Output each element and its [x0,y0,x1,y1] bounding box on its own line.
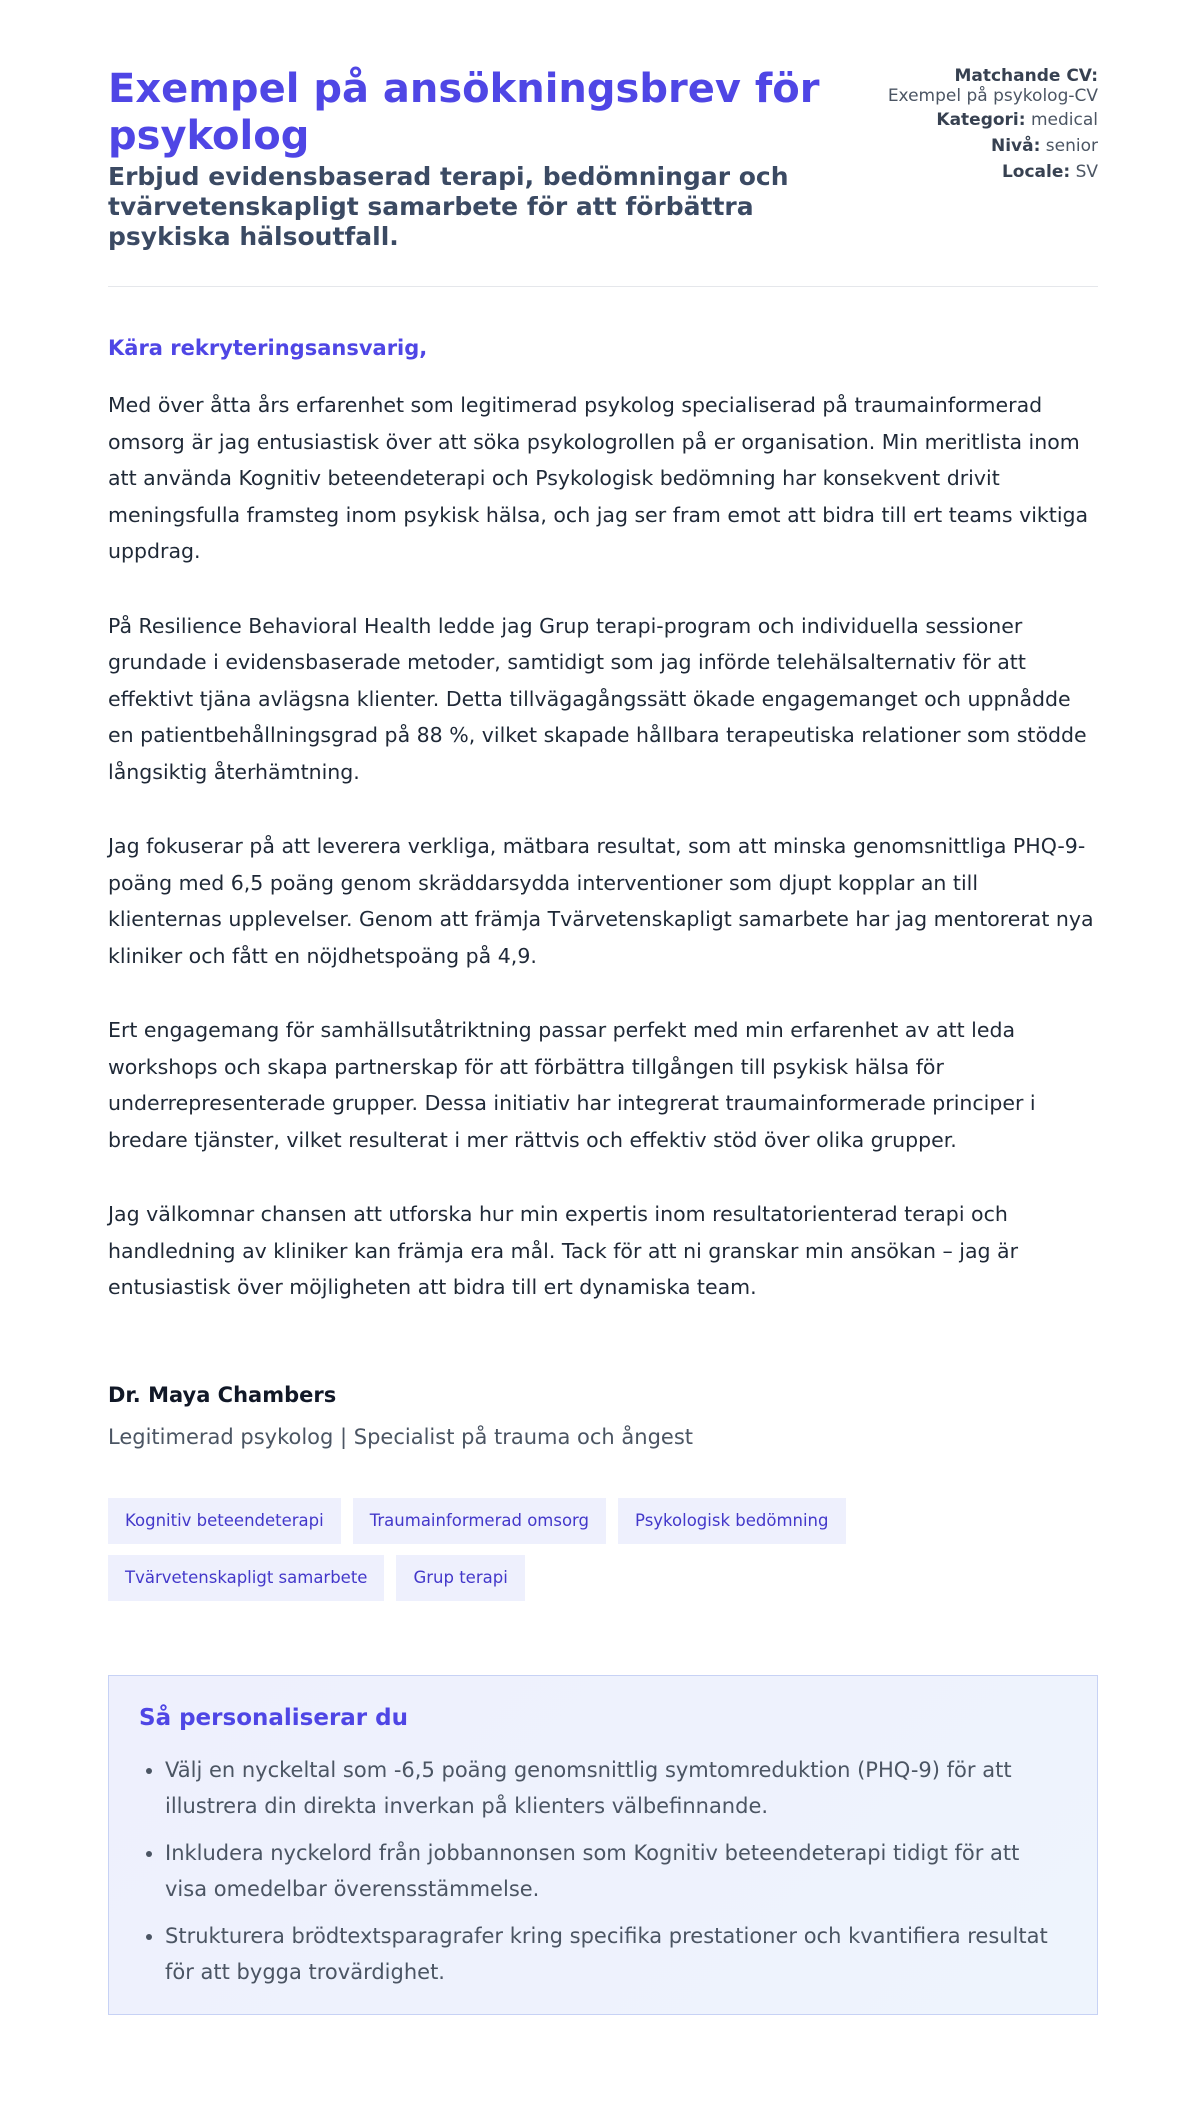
skill-tag: Kognitiv beteendeterapi [108,1498,341,1544]
letter-container [108,66,1098,2015]
meta-locale-label: Locale: [1001,162,1071,182]
meta-level [868,136,1098,156]
meta-cv-link[interactable]: Exempel på psykolog-CV [887,86,1098,106]
skill-tag: Traumainformerad omsorg [353,1498,606,1544]
meta-locale [868,162,1098,182]
tips-item: • Strukturera brödtextsparagrafer kring specifika prestationer och kvantifiera resultat för att bygga trovärdighet. [165,1918,1067,1990]
personalization-tips [108,1675,1098,2015]
meta-cv [868,66,1098,106]
tips-list [139,1752,1067,1990]
letter-paragraph: Jag välkomnar chansen att utforska hur min expertis inom resultatorienterad terapi och handledning av kliniker kan främja era mål. Tack för att ni granskar min ansökan – jag är entusiastisk över möjligheten att bidra till ert dynamiska team. [108,1202,1019,1299]
header [108,66,1098,252]
meta-category-value: medical [1030,110,1098,130]
skill-tag: Grup terapi [396,1555,524,1601]
letter-paragraph: På Resilience Behavioral Health ledde jag Grup terapi-program och individuella sessioner grundade i evidensbaserade metoder, samtidigt som jag införde telehälsalternativ för att effektivt tjäna avlägsna klienter. Detta tillvägagångssätt ökade engagemanget och uppnådde en patientbehållningsgrad på 88 %, vilket skapade hållbara terapeutiska relationer som stödde långsiktig återhämtning. [108,613,1087,784]
header-divider [108,286,1098,287]
tips-item: • Välj en nyckeltal som -6,5 poäng genomsnittlig symtomreduktion (PHQ-9) för att illustrera din direkta inverkan på klienters välbefinnande. [165,1752,1067,1824]
meta-level-label: Nivå: [990,136,1041,156]
title-block [108,66,868,252]
page-title: Exempel på ansökningsbrev för psykolog [108,66,820,159]
meta-level-value: senior [1045,136,1098,156]
meta-category-label: Kategori: [936,110,1026,130]
tips-heading: Så personaliserar du [139,1704,408,1731]
meta-cv-label: Matchande CV: [954,66,1098,86]
skill-tags [108,1498,908,1601]
letter-paragraph: Jag fokuserar på att leverera verkliga, mätbara resultat, som att minska genomsnittliga PHQ-9-poäng med 6,5 poäng genom skräddarsydda interventioner som djupt kopplar an till klienternas upplevelser. Genom att främja Tvärvetenskapligt samarbete har jag mentorerat nya kliniker och fått en nöjdhetspoäng på 4,9. [108,834,1094,968]
page-subtitle: Erbjud evidensbaserad terapi, bedömningar och tvärvetenskapligt samarbete för att förbättra psykiska hälsoutfall. [108,162,789,251]
signer-title: Legitimerad psykolog | Specialist på trauma och ångest [108,1424,694,1449]
tips-item: • Inkludera nyckelord från jobbannonsen som Kognitiv beteendeterapi tidigt för att visa omedelbar överensstämmelse. [165,1835,1067,1907]
meta-category [868,110,1098,130]
meta-panel [868,66,1098,188]
letter-paragraph: Ert engagemang för samhällsutåtriktning passar perfekt med min erfarenhet av att leda workshops och skapa partnerskap för att förbättra tillgången till psykisk hälsa för underrepresenterade grupper. Dessa initiativ har integrerat traumainformerade principer i bredare tjänster, vilket resulterat i mer rättvis och effektiv stöd över olika grupper. [108,1018,1036,1152]
letter-paragraph: Med över åtta års erfarenhet som legitimerad psykolog specialiserad på traumainformerad omsorg är jag entusiastisk över att söka psykologrollen på er organisation. Min meritlista inom att använda Kognitiv beteendeterapi och Psykologisk bedömning har konsekvent drivit meningsfulla framsteg inom psykisk hälsa, och jag ser fram emot att bidra till ert teams viktiga uppdrag. [108,393,1089,563]
signer-name: Dr. Maya Chambers [108,1382,337,1407]
meta-locale-value: SV [1075,162,1098,182]
skill-tag: Psykologisk bedömning [618,1498,845,1544]
skill-tag: Tvärvetenskapligt samarbete [108,1555,384,1601]
letter-greeting: Kära rekryteringsansvarig, [108,336,428,360]
